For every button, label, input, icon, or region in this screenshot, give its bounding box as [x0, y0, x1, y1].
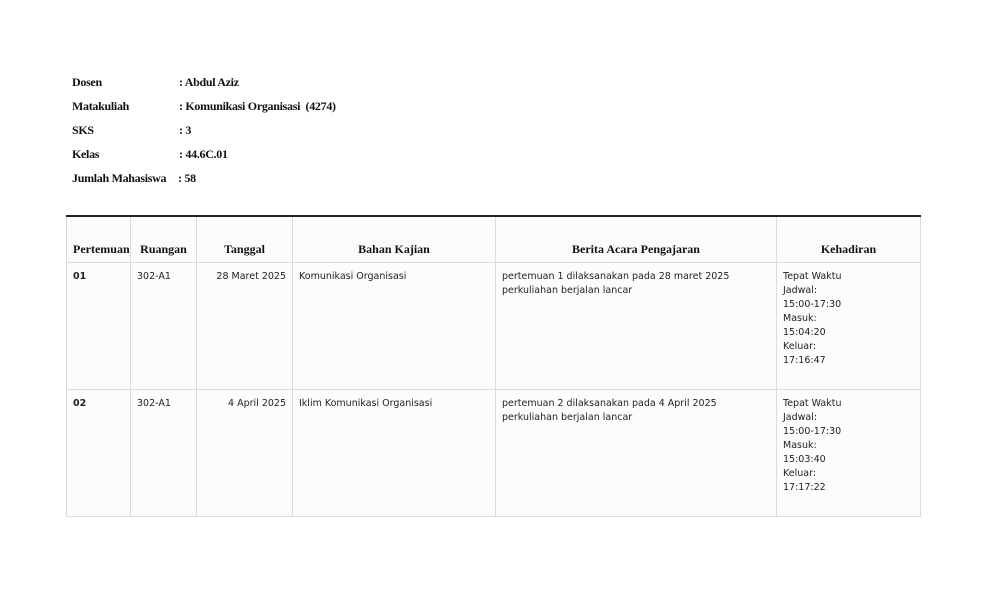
berita-cell: pertemuan 2 dilaksanakan pada 4 April 2025 perkuliahan berjalan lancar — [496, 390, 777, 517]
sks-label: SKS — [72, 122, 94, 137]
info-row-kelas — [72, 142, 336, 166]
ruangan-cell: 302-A1 — [131, 390, 197, 517]
kehadiran-masuk-value: 15:04:20 — [783, 327, 826, 338]
tanggal-cell: 4 April 2025 — [197, 390, 293, 517]
kehadiran-keluar-label: Keluar: — [783, 341, 817, 352]
kehadiran-jadwal-label: Jadwal: — [783, 412, 818, 423]
kehadiran-status: Tepat Waktu — [783, 398, 842, 409]
kehadiran-masuk-label: Masuk: — [783, 440, 817, 451]
info-row-sks — [72, 118, 336, 142]
kehadiran-jadwal-label: Jadwal: — [783, 285, 818, 296]
header-berita-acara: Berita Acara Pengajaran — [496, 216, 777, 263]
kehadiran-cell — [777, 390, 921, 517]
kehadiran-masuk-value: 15:03:40 — [783, 454, 826, 465]
ruangan-cell: 302-A1 — [131, 263, 197, 390]
dosen-value: : Abdul Aziz — [179, 74, 239, 89]
dosen-label: Dosen — [72, 74, 102, 89]
bahan-cell: Iklim Komunikasi Organisasi — [293, 390, 496, 517]
kelas-value: : 44.6C.01 — [179, 146, 228, 161]
table-header-row — [67, 216, 921, 263]
kehadiran-cell — [777, 263, 921, 390]
kehadiran-jadwal-value: 15:00-17:30 — [783, 299, 842, 310]
header-pertemuan: Pertemuan — [67, 216, 131, 263]
header-tanggal: Tanggal — [197, 216, 293, 263]
kelas-label: Kelas — [72, 146, 100, 161]
info-row-dosen — [72, 70, 336, 94]
table-row — [67, 390, 921, 517]
matakuliah-label: Matakuliah — [72, 98, 130, 113]
kehadiran-keluar-value: 17:17:22 — [783, 482, 826, 493]
header-ruangan: Ruangan — [131, 216, 197, 263]
matakuliah-value: : Komunikasi Organisasi (4274) — [179, 98, 336, 113]
header-kehadiran: Kehadiran — [777, 216, 921, 263]
jumlah-label: Jumlah Mahasiswa — [72, 170, 167, 185]
info-row-jumlah — [72, 166, 336, 190]
kehadiran-keluar-value: 17:16:47 — [783, 355, 826, 366]
bahan-cell: Komunikasi Organisasi — [293, 263, 496, 390]
pertemuan-cell: 01 — [67, 263, 131, 390]
kehadiran-masuk-label: Masuk: — [783, 313, 817, 324]
berita-cell: pertemuan 1 dilaksanakan pada 28 maret 2025 perkuliahan berjalan lancar — [496, 263, 777, 390]
tanggal-cell: 28 Maret 2025 — [197, 263, 293, 390]
kehadiran-jadwal-value: 15:00-17:30 — [783, 426, 842, 437]
info-row-matakuliah — [72, 94, 336, 118]
sks-value: : 3 — [179, 122, 192, 137]
header-bahan-kajian: Bahan Kajian — [293, 216, 496, 263]
table-row — [67, 263, 921, 390]
kehadiran-keluar-label: Keluar: — [783, 468, 817, 479]
kehadiran-status: Tepat Waktu — [783, 271, 842, 282]
attendance-table — [66, 215, 921, 517]
pertemuan-cell: 02 — [67, 390, 131, 517]
jumlah-value: : 58 — [178, 170, 196, 185]
course-info — [72, 70, 336, 190]
